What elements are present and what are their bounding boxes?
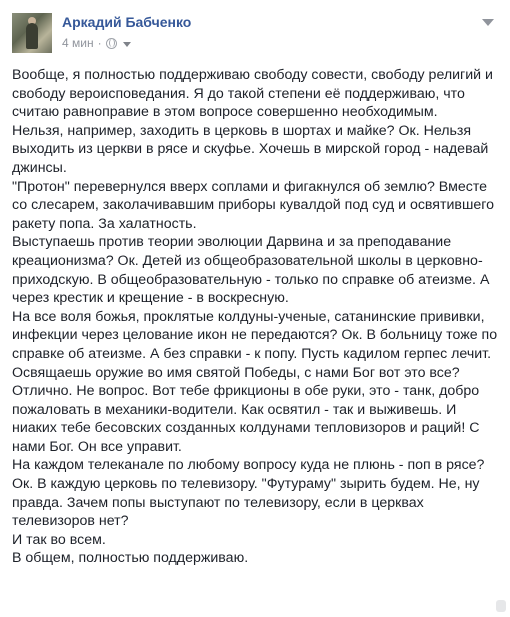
- scrollbar-handle[interactable]: [496, 600, 506, 612]
- post-meta: [62, 36, 131, 50]
- post-paragraph: Освящаешь оружие во имя святой Победы, с нами Бог вот это все? Отлично. Не вопрос. Вот тебе фрикционы в обе руки, это - танк, добро пожаловать в механики-водители. Как освятил - так и выживешь. И ниаких тебе бесовских созданных колдунами тепловизоров и раций! С нами Бог. Он все управит.: [12, 364, 480, 455]
- post-paragraph: Вообще, я полностью поддерживаю свободу совести, свободу религий и свободу вероисповедания. Я до такой степени её поддерживаю, что считаю равноправие в этом вопросе совершенно необходимым.: [12, 67, 493, 121]
- chevron-down-icon: [482, 19, 494, 26]
- post-paragraph: На каждом телеканале по любому вопросу куда не плюнь - поп в рясе? Ок. В каждую церковь по телевизору. "Футураму" зырить будем. Не, ну правда. Зачем попы выступают по телевизору, если в церквах телевизоров нет?: [12, 457, 485, 530]
- avatar-figure: [26, 23, 38, 49]
- post-paragraph: Выступаешь против теории эволюции Дарвина и за преподавание креационизма? Ок. Детей из общеобразовательной школы в церковно-приходскую. В общеобразовательную - только по справке об атеизме. А через крестик и крещение - в воскресную.: [12, 234, 490, 307]
- post-body: [12, 66, 500, 568]
- post-paragraph: И так во всем.: [12, 531, 106, 548]
- post-paragraph: "Протон" перевернулся вверх соплами и фигакнулся об землю? Вместе со слесарем, заколачивавшим приборы кувалдой под суд и освятившего ракету попа. За халатность.: [12, 178, 494, 232]
- post-paragraph: Нельзя, например, заходить в церковь в шортах и майке? Ок. Нельзя выходить из церкви в рясе и скуфье. Хочешь в мирской город - надевай джинсы.: [12, 122, 489, 176]
- post-paragraph: В общем, полностью поддерживаю.: [12, 550, 249, 567]
- post-options-button[interactable]: [480, 16, 496, 28]
- chevron-down-icon[interactable]: [123, 42, 131, 47]
- meta-separator: ·: [97, 36, 102, 50]
- author-name[interactable]: Аркадий Бабченко: [62, 14, 192, 30]
- avatar[interactable]: [12, 13, 52, 53]
- post-timestamp[interactable]: 4 мин: [62, 36, 94, 50]
- globe-icon: [106, 38, 117, 49]
- post-paragraph: На все воля божья, проклятые колдуны-ученые, сатанинские прививки, инфекции через целование икон не передаются? Ок. В больницу тоже по справке об атеизме. А без справки - к попу. Пусть кадилом герпес лечит.: [12, 308, 498, 362]
